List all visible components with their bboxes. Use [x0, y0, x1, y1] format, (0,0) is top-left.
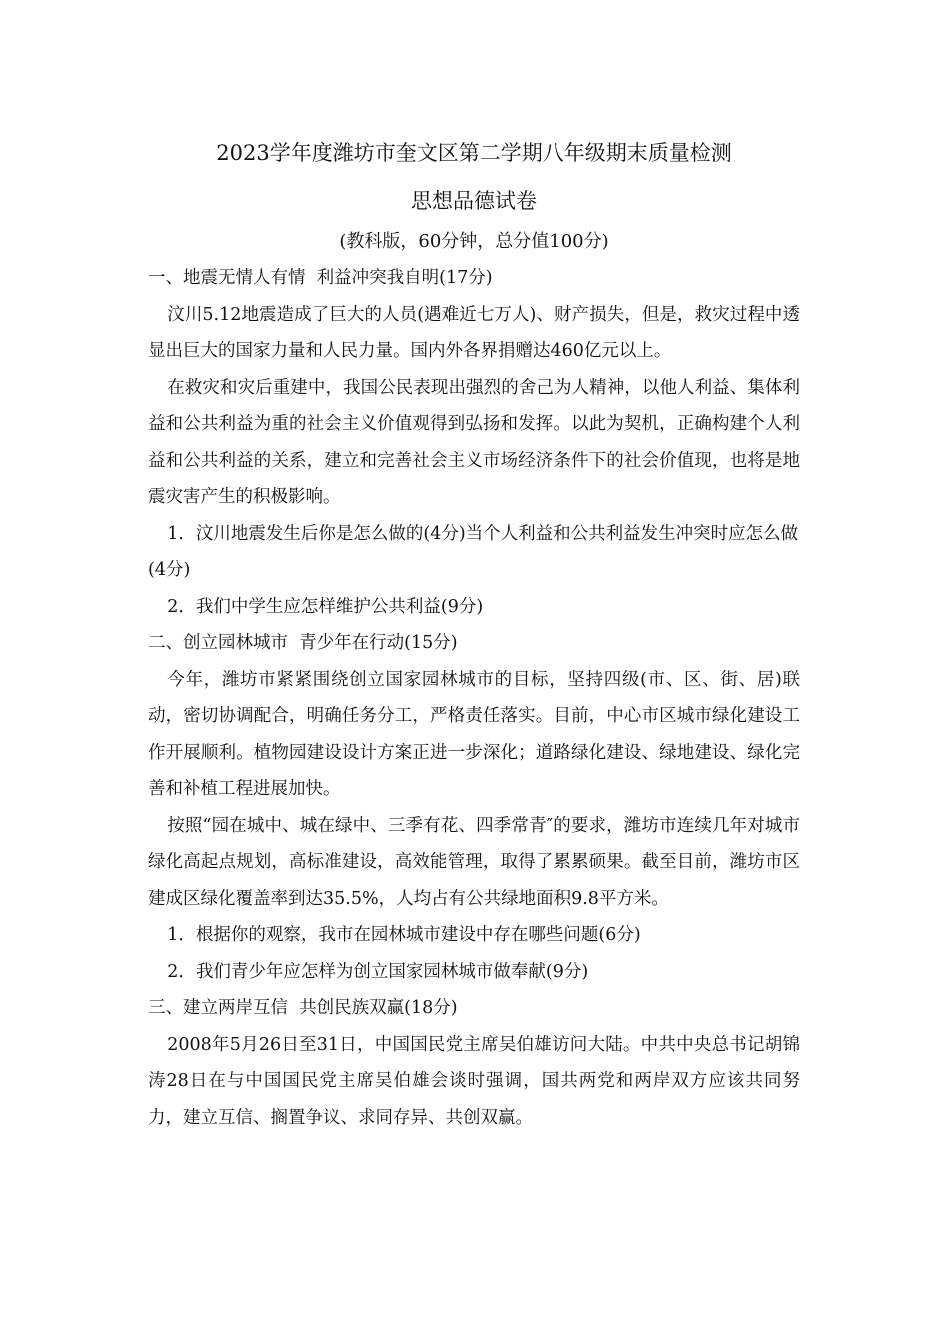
question-item: 2．我们中学生应怎样维护公共利益(9分)	[167, 596, 484, 617]
question-item: 1．根据你的观察，我市在园林城市建设中存在哪些问题(6分)	[167, 925, 641, 945]
section-paragraph: 按照“园在城中、城在绿中、三季有花、四季常青″的要求，潍坊市连续几年对城市绿化高起点规划，高标准建设，高效能管理，取得了累累硕果。截至目前，潍坊市区建成区绿化覆盖率到达35.5%，人均占有公共绿地面积9.8平方米。	[148, 815, 800, 909]
question-item: 1．汶川地震发生后你是怎么做的(4分)当个人利益和公共利益发生冲突时应怎么做(4分)	[148, 523, 799, 580]
exam-page	[148, 128, 800, 1136]
section-1	[148, 260, 800, 625]
section-heading: 一、地震无情人有情 利益冲突我自明(17分)	[148, 268, 493, 288]
section-paragraph: 在救灾和灾后重建中，我国公民表现出强烈的舍己为人精神，以他人利益、集体利益和公共利益为重的社会主义价值观得到弘扬和发挥。以此为契机，正确构建个人利益和公共利益的关系，建立和完善社会主义市场经济条件下的社会价值现，也将是地震灾害产生的积极影响。	[148, 377, 800, 507]
section-heading: 三、建立两岸互信 共创民族双赢(18分)	[148, 998, 458, 1018]
exam-note: (教科版，60分钟，总分值100分)	[339, 231, 609, 252]
section-2	[148, 625, 800, 990]
exam-subtitle: 思想品德试卷	[411, 189, 537, 213]
question-item: 2．我们青少年应怎样为创立国家园林城市做奉献(9分)	[167, 961, 589, 982]
section-heading: 二、创立园林城市 青少年在行动(15分)	[148, 633, 458, 653]
section-3	[148, 990, 800, 1136]
section-paragraph: 2008年5月26日至31日，中国国民党主席吴伯雄访问大陆。中共中央总书记胡锦涛28日在与中国国民党主席吴伯雄会谈时强调，国共两党和两岸双方应该共同努力，建立互信、搁置争议、求同存异、共创双赢。	[148, 1034, 800, 1128]
exam-title: 2023学年度潍坊市奎文区第二学期八年级期末质量检测	[216, 141, 732, 165]
section-paragraph: 今年，潍坊市紧紧围绕创立国家园林城市的目标，坚持四级(市、区、街、居)联动，密切协调配合，明确任务分工，严格责任落实。目前，中心市区城市绿化建设工作开展顺利。植物园建设设计方案正进一步深化；道路绿化建设、绿地建设、绿化完善和补植工程进展加快。	[148, 669, 800, 799]
section-paragraph: 汶川5.12地震造成了巨大的人员(遇难近七万人)、财产损失，但是，救灾过程中透显出巨大的国家力量和人民力量。国内外各界捐赠达460亿元以上。	[148, 304, 800, 361]
